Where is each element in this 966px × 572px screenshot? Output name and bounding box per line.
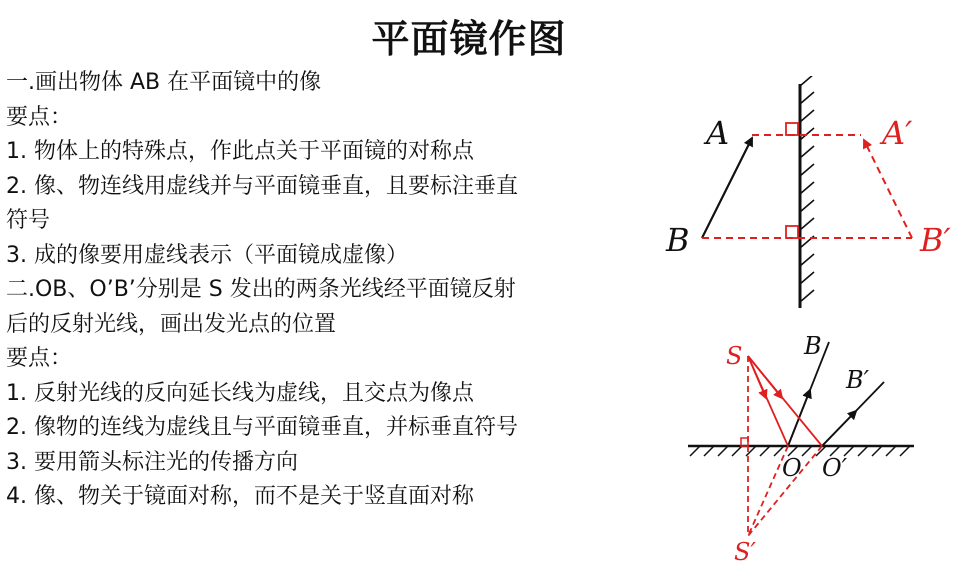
section-2-heading-cont: 后的反射光线，画出发光点的位置 xyxy=(6,311,337,337)
section-1-heading: 一.画出物体 AB 在平面镜中的像 xyxy=(6,70,322,95)
page-title: 平面镜作图 xyxy=(371,17,567,61)
incident-ray-s-o-prime-arrow xyxy=(748,356,782,398)
label-a-prime: A′ xyxy=(882,114,913,152)
label-s: S xyxy=(726,342,743,370)
section-1-point-3: 3. 成的像要用虚线表示（平面镜成虚像） xyxy=(6,242,408,268)
section-1-point-1: 1. 物体上的特殊点，作此点关于平面镜的对称点 xyxy=(6,139,474,164)
mirror-image-diagram xyxy=(658,76,966,316)
perpendicular-mark-top xyxy=(786,123,798,135)
perpendicular-mark xyxy=(741,438,748,446)
label-b: B xyxy=(804,332,822,360)
section-2-heading: 二.OB、O’B’分别是 S 发出的两条光线经平面镜反射 xyxy=(6,277,516,302)
perpendicular-mark-bottom xyxy=(786,226,798,238)
image-a-prime-b-prime xyxy=(864,140,912,238)
label-o: O xyxy=(782,454,802,482)
section-1-point-2: 2. 像、物连线用虚线并与平面镜垂直，且要标注垂直 xyxy=(6,173,518,199)
object-ab xyxy=(702,138,752,238)
light-source-diagram xyxy=(686,328,916,568)
label-b: B xyxy=(666,221,690,259)
reflected-ray-o-prime-b-prime-arrow xyxy=(822,411,856,446)
section-2-point-2: 2. 像物的连线为虚线且与平面镜垂直，并标垂直符号 xyxy=(6,415,518,440)
text-body xyxy=(6,66,646,515)
label-o-prime: O′ xyxy=(822,454,848,482)
section-2-point-4: 4. 像、物关于镜面对称，而不是关于竖直面对称 xyxy=(6,484,474,509)
section-1-point-2-cont: 符号 xyxy=(6,208,51,233)
section-2-point-3: 3. 要用箭头标注光的传播方向 xyxy=(6,449,298,475)
mirror-hatch xyxy=(800,76,814,302)
section-2-point-1: 1. 反射光线的反向延长线为虚线，且交点为像点 xyxy=(6,380,474,406)
incident-ray-s-o-arrow xyxy=(748,356,766,398)
label-s-prime: S′ xyxy=(734,538,756,566)
section-2-key-points-label: 要点： xyxy=(6,346,73,371)
section-1-key-points-label: 要点： xyxy=(6,104,73,130)
label-a: A xyxy=(706,114,730,152)
label-b-prime: B′ xyxy=(920,221,951,259)
label-b-prime: B′ xyxy=(846,366,870,394)
